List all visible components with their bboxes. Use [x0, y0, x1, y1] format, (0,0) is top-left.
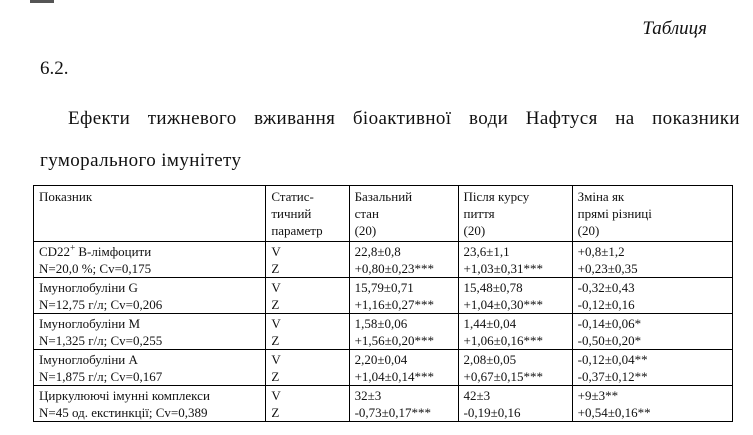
- param-cell: V Z: [266, 278, 349, 314]
- table-caption-number: 6.2.: [40, 58, 69, 79]
- indicator-cell: Циркулюючі імунні комплекси N=45 од. екстинкції; Cv=0,389: [34, 386, 266, 422]
- basal-cell: 2,20±0,04 +1,04±0,14***: [349, 350, 458, 386]
- after-cell: 23,6±1,1 +1,03±0,31***: [458, 242, 572, 278]
- after-cell: 15,48±0,78 +1,04±0,30***: [458, 278, 572, 314]
- change-cell: -0,14±0,06* -0,50±0,20*: [572, 314, 732, 350]
- immunity-table: [33, 185, 733, 422]
- param-cell: V Z: [266, 386, 349, 422]
- param-cell: V Z: [266, 314, 349, 350]
- change-cell: +0,8±1,2 +0,23±0,35: [572, 242, 732, 278]
- basal-cell: 15,79±0,71 +1,16±0,27***: [349, 278, 458, 314]
- basal-cell: 22,8±0,8 +0,80±0,23***: [349, 242, 458, 278]
- header-change: Зміна як прямі різниці (20): [572, 186, 732, 242]
- header-indicator: Показник: [34, 186, 266, 242]
- header-basal: Базальний стан (20): [349, 186, 458, 242]
- header-stat-param: Статис- тичний параметр: [266, 186, 349, 242]
- indicator-cell: Імуноглобуліни М N=1,325 г/л; Cv=0,255: [34, 314, 266, 350]
- after-cell: 1,44±0,04 +1,06±0,16***: [458, 314, 572, 350]
- param-cell: V Z: [266, 242, 349, 278]
- after-cell: 2,08±0,05 +0,67±0,15***: [458, 350, 572, 386]
- table-header-row: [34, 186, 733, 242]
- table-row: [34, 314, 733, 350]
- table-row: [34, 350, 733, 386]
- table-title-line-1: Ефекти тижневого вживання біоактивної води Нафтуся на показники: [68, 108, 740, 129]
- param-cell: V Z: [266, 350, 349, 386]
- top-edge-mark: [30, 0, 54, 3]
- basal-cell: 1,58±0,06 +1,56±0,20***: [349, 314, 458, 350]
- table-caption-label: Таблиця: [642, 18, 707, 39]
- table-title: [40, 98, 740, 182]
- indicator-cell: Імуноглобуліни G N=12,75 г/л; Cv=0,206: [34, 278, 266, 314]
- table-row: [34, 278, 733, 314]
- change-cell: -0,32±0,43 -0,12±0,16: [572, 278, 732, 314]
- after-cell: 42±3 -0,19±0,16: [458, 386, 572, 422]
- table-title-line-2: гуморального імунітету: [40, 150, 242, 171]
- indicator-cell: Імуноглобуліни А N=1,875 г/л; Cv=0,167: [34, 350, 266, 386]
- change-cell: -0,12±0,04** -0,37±0,12**: [572, 350, 732, 386]
- table-row: [34, 242, 733, 278]
- change-cell: +9±3** +0,54±0,16**: [572, 386, 732, 422]
- basal-cell: 32±3 -0,73±0,17***: [349, 386, 458, 422]
- table-row: [34, 386, 733, 422]
- header-after-course: Після курсу пиття (20): [458, 186, 572, 242]
- indicator-cell: CD22+ B-лімфоцити N=20,0 %; Cv=0,175: [34, 242, 266, 278]
